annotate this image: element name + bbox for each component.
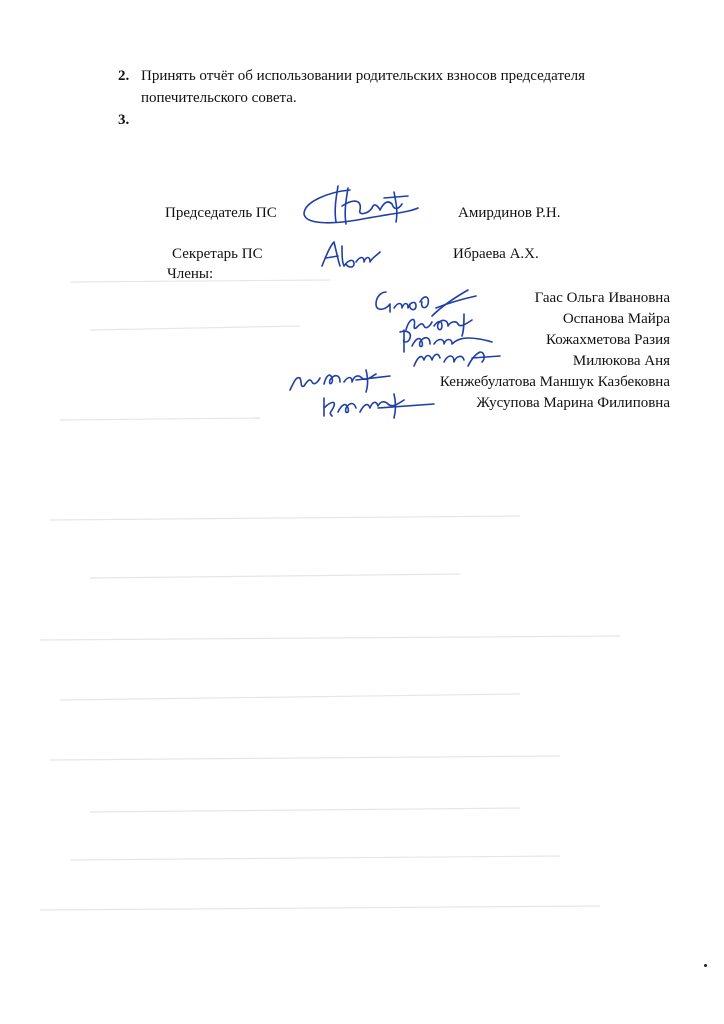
member-signature — [396, 326, 496, 356]
member-signature — [402, 308, 492, 338]
members-label: Члены: — [167, 266, 214, 282]
item-number: 3. — [118, 112, 130, 128]
secretary-label: Секретарь ПС — [172, 246, 263, 262]
member-name: Кенжебулатова Маншук Казбековна — [439, 374, 670, 390]
member-signature — [318, 390, 438, 422]
member-name: Кожахметова Разия — [545, 332, 670, 348]
item-number: 2. — [118, 68, 130, 84]
member-name: Милюкова Аня — [572, 353, 670, 369]
chair-label: Председатель ПС — [165, 205, 277, 221]
secretary-signature — [318, 238, 382, 272]
member-signature — [372, 286, 482, 324]
chair-name: Амирдинов Р.Н. — [458, 205, 561, 221]
scan-speck — [704, 964, 707, 967]
chair-signature — [298, 180, 428, 230]
item-text-line-2: попечительского совета. — [141, 90, 297, 106]
member-name: Оспанова Майра — [562, 311, 670, 327]
member-signature — [410, 344, 502, 372]
item-text-line-1: Принять отчёт об использовании родительских взносов председателя — [141, 68, 586, 84]
member-signature — [286, 364, 396, 396]
member-name: Жусупова Марина Филиповна — [476, 395, 670, 411]
member-name: Гаас Ольга Ивановна — [534, 290, 670, 306]
secretary-name: Ибраева А.Х. — [453, 246, 539, 262]
